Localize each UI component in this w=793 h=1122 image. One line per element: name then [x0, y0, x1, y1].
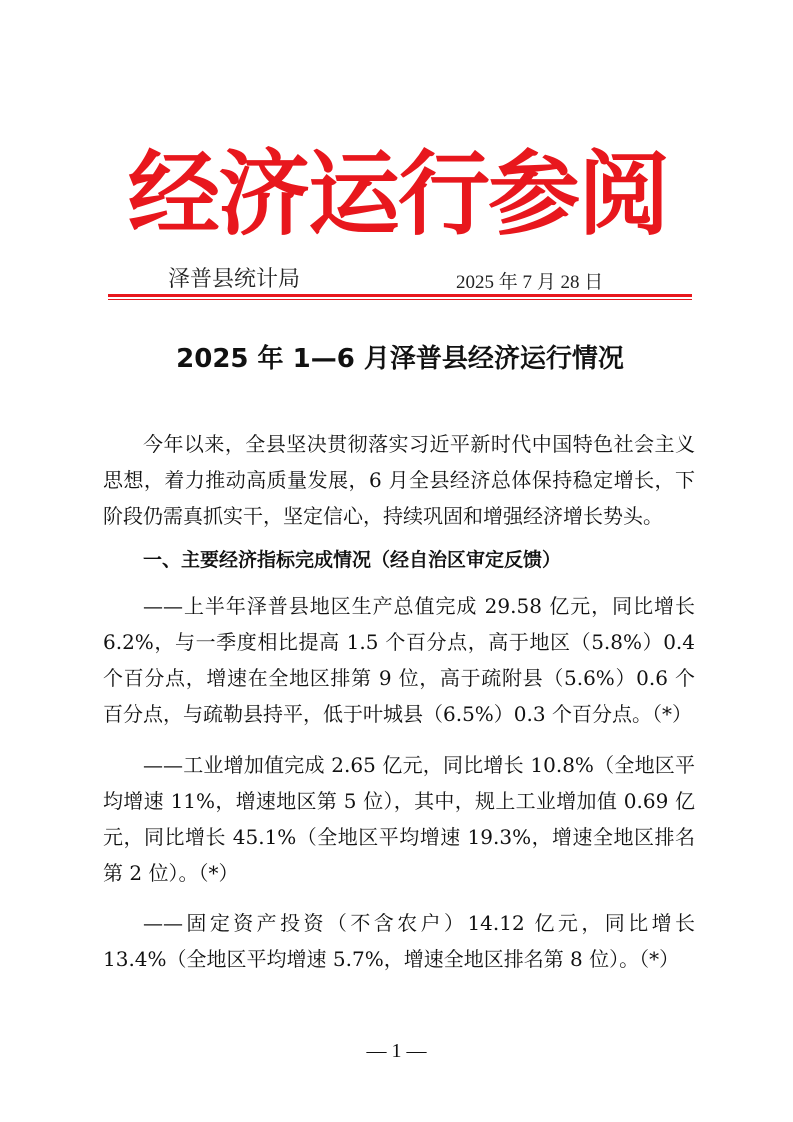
industry-text: ——工业增加值完成 2.65 亿元，同比增长 10.8%（全地区平均增速 11%，增速地区第 5 位），其中，规上工业增加值 0.69 亿元，同比增长 45.1%（全地区平均增速 19.3%，增速全地区排名第 2 位）。（*）	[103, 753, 695, 885]
document-title: 2025 年 1—6 月泽普县经济运行情况	[176, 344, 624, 374]
page-number: — 1 —	[366, 1040, 427, 1062]
gdp-text: ——上半年泽普县地区生产总值完成 29.58 亿元，同比增长 6.2%，与一季度相比提高 1.5 个百分点，高于地区（5.8%）0.4 个百分点，增速在全地区排第 9 位，高于疏附县（5.6%）0.6 个百分点，与疏勒县持平，低于叶城县（6.5%）0.3 个百分点。（*）	[103, 594, 695, 726]
investment-text: ——固定资产投资（不含农户）14.12 亿元，同比增长 13.4%（全地区平均增速 5.7%，增速全地区排名第 8 位）。（*）	[103, 911, 695, 971]
masthead-title: 经济运行参阅	[127, 141, 668, 248]
intro-text: 今年以来，全县坚决贯彻落实习近平新时代中国特色社会主义思想，着力推动高质量发展，6 月全县经济总体保持稳定增长，下阶段仍需真抓实干，坚定信心，持续巩固和增强经济增长势头。	[103, 432, 695, 528]
intro-paragraph	[103, 426, 695, 534]
industry-paragraph	[103, 747, 695, 891]
gdp-paragraph	[103, 588, 695, 732]
section-heading-1: 一、主要经济指标完成情况（经自治区审定反馈）	[143, 549, 562, 571]
red-divider-thick	[108, 294, 692, 297]
red-divider-thin	[108, 299, 692, 300]
issuer-name: 泽普县统计局	[168, 267, 301, 292]
investment-paragraph	[103, 905, 695, 977]
issue-date: 2025 年 7 月 28 日	[456, 272, 604, 293]
